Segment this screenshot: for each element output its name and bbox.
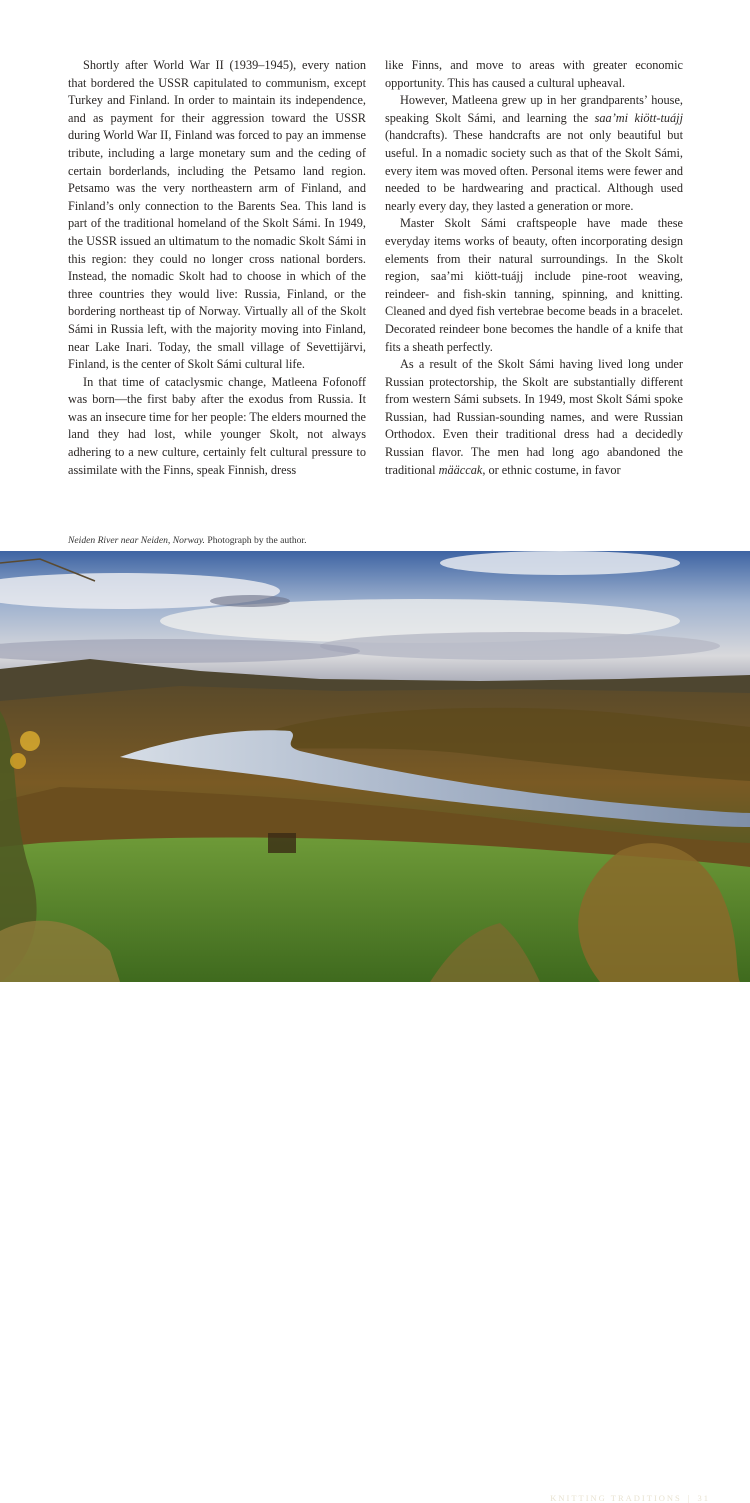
paragraph: However, Matleena grew up in her grandparents’ house, speaking Skolt Sámi, and learning the saa’mi kiött-tuájj (handcrafts). These handcrafts are not only beautiful but useful. In a nomadic society such as that of the Skolt Sámi, every item was moved often. Personal items were fewer and needed to be hardwearing and practical. Although used nearly every day, they lasted a generation or more. [385, 93, 683, 213]
article-column-right [385, 57, 683, 479]
caption-title: Neiden River near Neiden, Norway. [68, 535, 205, 546]
paragraph: Shortly after World War II (1939–1945), every nation that bordered the USSR capitulated to communism, except Turkey and Finland. In order to maintain its independence, and as payment for their aggression toward the USSR during World War II, Finland was forced to pay an immense tribute, including a large monetary sum and the ceding of certain borderlands, including the Petsamo land region. Petsamo was the very northeastern arm of Finland, and Finland’s only connection to the Barents Sea. This land is part of the traditional homeland of the Skolt Sámi. In 1949, the USSR issued an ultimatum to the nomadic Skolt Sámi in this region: they could no longer cross national borders. Instead, the nomadic Skolt had to choose in which of the three countries they would live: Russia, Finland, or the bordering northeast tip of Norway. Virtually all of the Skolt Sámi in Russia left, with the majority moving into Finland, near Lake Inari. Today, the small village of Sevettijärvi, Finland, is the center of Skolt Sámi cultural life. [68, 58, 366, 372]
page-footer: KNITTING TRADITIONS | 31 [550, 1493, 710, 1503]
landscape-photo-illustration [0, 551, 750, 982]
running-head: KNITTING TRADITIONS [550, 1493, 682, 1503]
sami-term: saa’mi kiött-tuájj [594, 110, 683, 125]
page-number: 31 [697, 1493, 710, 1503]
caption-credit: Photograph by the author. [204, 535, 307, 546]
landscape-photo [0, 551, 750, 1503]
paragraph: like Finns, and move to areas with greater economic opportunity. This has caused a cultural upheaval. [385, 58, 683, 90]
paragraph: Master Skolt Sámi craftspeople have made these everyday items works of beauty, often incorporating design elements from their natural surroundings. In the Skolt region, saa’mi kiött-tuájj include pine-root weaving, reindeer- and fish-skin tanning, spinning, and knitting. Cleaned and dyed fish vertebrae become beads in a bracelet. Decorated reindeer bone becomes the handle of a knife that fits a sheath perfectly. [385, 216, 683, 354]
article-column-left [68, 57, 366, 479]
paragraph: In that time of cataclysmic change, Matleena Fofonoff was born—the first baby after the exodus from Russia. It was an insecure time for her people: The elders mourned the land they had lost, while younger Skolt, not always adhering to a new culture, certainly felt cultural pressure to assimilate with the Finns, speak Finnish, dress [68, 374, 366, 477]
photo-caption [68, 535, 307, 546]
paragraph: As a result of the Skolt Sámi having lived long under Russian protectorship, the Skolt are substantially different from western Sámi subsets. In 1949, most Skolt Sámi spoke Russian, had Russian-sounding names, and were Russian Orthodox. Even their traditional dress had a decidedly Russian flavor. The men had long ago abandoned the traditional määccak, or ethnic costume, in favor [385, 357, 683, 477]
sami-term: määccak [438, 462, 483, 477]
